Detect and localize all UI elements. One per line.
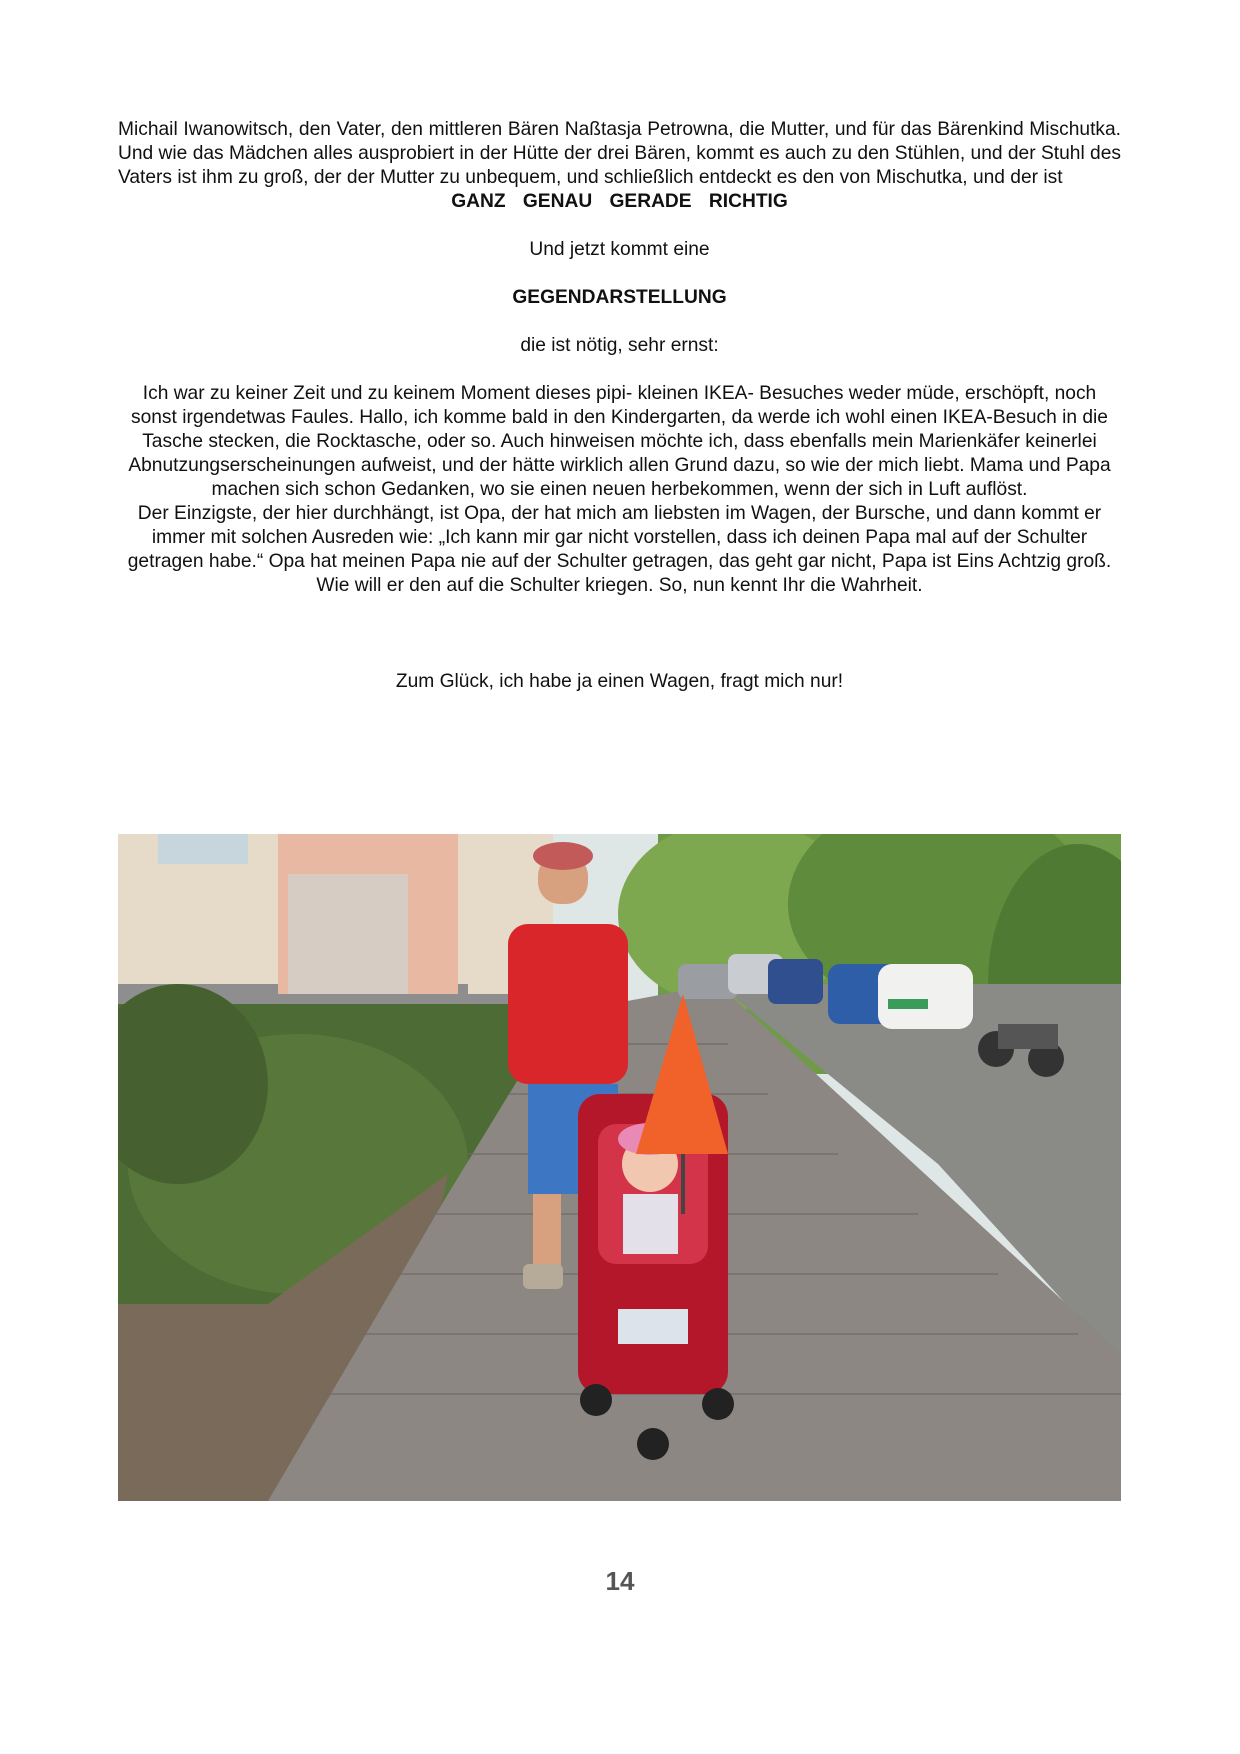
section-heading: GEGENDARSTELLUNG: [512, 287, 727, 308]
emphasis-line: GANZ GENAU GERADE RICHTIG: [451, 191, 788, 212]
photo-grandfather-with-stroller: [118, 834, 1121, 1501]
intro-paragraph: Michail Iwanowitsch, den Vater, den mittleren Bären Naßtasja Petrowna, die Mutter, und für das Bärenkind Mischutka. Und wie das Mädchen alles ausprobiert in der Hütte der drei Bären, kommt es auch zu den Stühlen, und der Stuhl des Vaters ist ihm zu groß, der der Mutter zu unbequem, und schließlich entdeckt es den von Mischutka, und der ist: [118, 119, 1121, 188]
photo-illustration: [118, 834, 1121, 1501]
closing-line: Zum Glück, ich habe ja einen Wagen, fragt mich nur!: [395, 671, 844, 692]
page-number: 14: [605, 1566, 635, 1596]
statement-paragraph-2: Der Einzigste, der hier durchhängt, ist Opa, der hat mich am liebsten im Wagen, der Bursche, und dann kommt er immer mit solchen Ausreden wie: „Ich kann mir gar nicht vorstellen, dass ich deinen Papa mal auf der Schulter getragen habe.“ Opa hat meinen Papa nie auf der Schulter getragen, das geht gar nicht, Papa ist Eins Achtzig groß. Wie will er den auf die Schulter kriegen. So, nun kennt Ihr die Wahrheit.: [127, 503, 1112, 596]
note-line: die ist nötig, sehr ernst:: [520, 335, 719, 356]
text-body: [118, 118, 1121, 694]
statement-paragraph-1: Ich war zu keiner Zeit und zu keinem Moment dieses pipi- kleinen IKEA- Besuches weder müde, erschöpft, noch sonst irgendetwas Faules. Hallo, ich komme bald in den Kindergarten, da werde ich wohl einen IKEA-Besuch in die Tasche stecken, die Rocktasche, oder so. Auch hinweisen möchte ich, dass ebenfalls mein Marienkäfer keinerlei Abnutzungserscheinungen aufweist, und der hätte wirklich allen Grund dazu, so wie der mich liebt. Mama und Papa machen sich schon Gedanken, wo sie einen neuen herbekommen, wenn der sich in Luft auflöst.: [128, 383, 1111, 500]
transition-line: Und jetzt kommt eine: [529, 239, 710, 260]
